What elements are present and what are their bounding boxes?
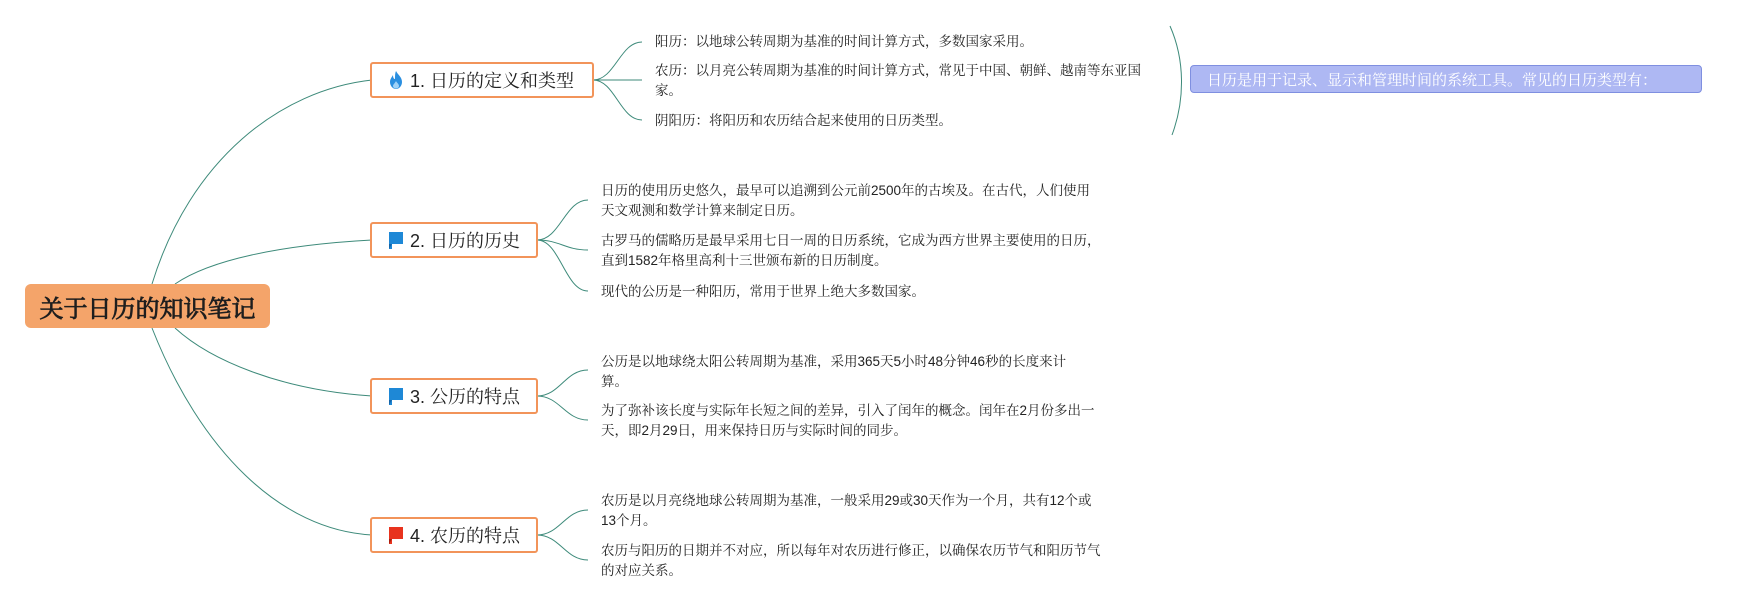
connector-topic1-note3: [593, 80, 642, 120]
connector-root-topic-4: [152, 328, 372, 535]
root-topic[interactable]: [25, 284, 270, 328]
topic-history[interactable]: [370, 222, 538, 258]
topic-lunar-features[interactable]: [370, 517, 538, 553]
connector-topic3-note2: [537, 396, 588, 420]
connector-topic2-note2: [537, 240, 588, 250]
connector-root-topic-3: [175, 328, 372, 396]
summary-brace: [1170, 26, 1182, 135]
summary-box[interactable]: [1190, 65, 1702, 93]
topic-label: 4. 农历的特点: [410, 526, 521, 546]
connector-root-topic-2: [175, 240, 372, 284]
topic-gregorian-features[interactable]: [370, 378, 538, 414]
connector-root-topic-1: [152, 80, 372, 284]
note-item: 公历是以地球绕太阳公转周期为基准，采用365天5小时48分钟46秒的长度来计算。: [601, 354, 1067, 389]
fire-icon: [386, 70, 406, 90]
connector-topic4-note1: [537, 510, 588, 535]
note-item: 为了弥补该长度与实际年长短之间的差异，引入了闰年的概念。闰年在2月份多出一天，即2月29日，用来保持日历与实际时间的同步。: [601, 403, 1095, 438]
connector-topic2-note3: [537, 240, 588, 291]
note-item: 农历与阳历的日期并不对应，所以每年对农历进行修正，以确保农历节气和阳历节气的对应关系。: [601, 543, 1101, 578]
note-item: 古罗马的儒略历是最早采用七日一周的日历系统，它成为西方世界主要使用的日历，直到1582年格里高利十三世颁布新的日历制度。: [601, 233, 1101, 268]
flag-blue-icon: [386, 230, 406, 250]
note-item: 阳历：以地球公转周期为基准的时间计算方式，多数国家采用。: [655, 34, 1033, 49]
connector-topic4-note2: [537, 535, 588, 560]
connector-topic2-note1: [537, 200, 588, 240]
flag-red-icon: [386, 525, 406, 545]
topic-label: 2. 日历的历史: [410, 231, 521, 251]
note-item: 日历的使用历史悠久，最早可以追溯到公元前2500年的古埃及。在古代，人们使用天文观测和数学计算来制定日历。: [601, 183, 1091, 218]
summary-text: 日历是用于记录、显示和管理时间的系统工具。常见的日历类型有：: [1207, 71, 1658, 89]
topic-label: 1. 日历的定义和类型: [410, 71, 575, 91]
note-item: 阴阳历：将阳历和农历结合起来使用的日历类型。: [655, 113, 952, 128]
note-item: 农历：以月亮公转周期为基准的时间计算方式，常见于中国、朝鲜、越南等东亚国家。: [655, 63, 1141, 98]
connector-topic1-note1: [593, 42, 642, 80]
flag-blue-icon: [386, 386, 406, 406]
root-topic-label: 关于日历的知识笔记: [39, 295, 256, 323]
topic-label: 3. 公历的特点: [410, 387, 521, 407]
connector-topic3-note1: [537, 370, 588, 396]
note-item: 农历是以月亮绕地球公转周期为基准，一般采用29或30天作为一个月，共有12个或13个月。: [601, 493, 1092, 528]
note-item: 现代的公历是一种阳历，常用于世界上绝大多数国家。: [601, 284, 925, 299]
topic-definition-types[interactable]: [370, 62, 594, 98]
